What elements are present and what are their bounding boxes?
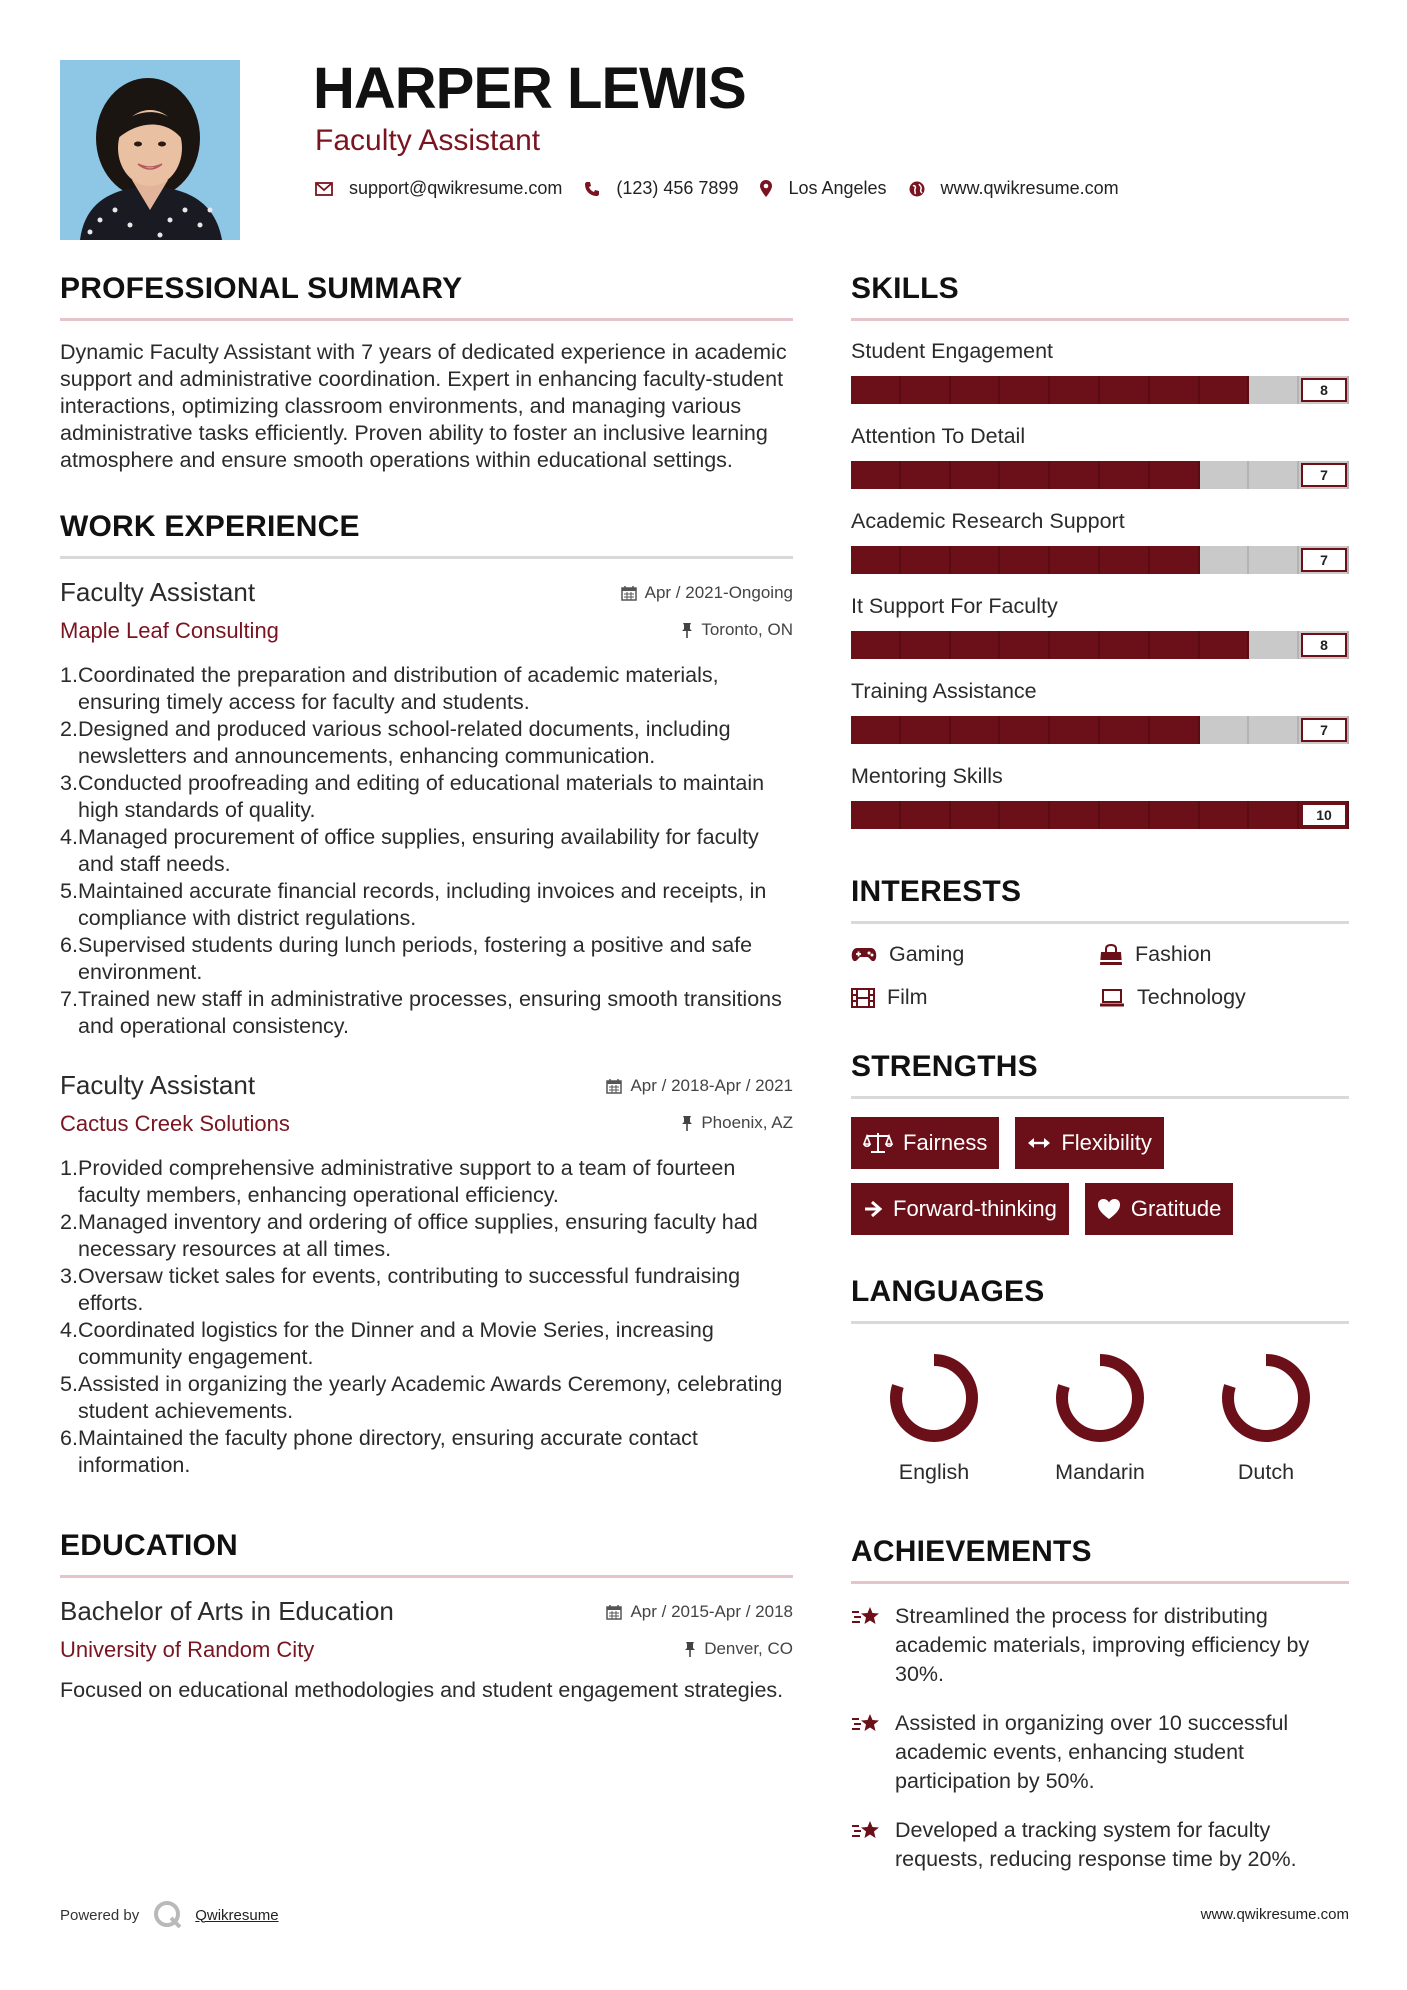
list-item: 1. Provided comprehensive administrative support to a team of fourteen faculty members, enhancing operational efficiency.	[60, 1156, 736, 1207]
skill-value: 7	[1301, 463, 1347, 487]
skill-bar-segment	[1100, 631, 1150, 659]
skill-bar-segment	[901, 461, 951, 489]
education-location-text: Denver, CO	[704, 1639, 793, 1658]
left-column	[60, 272, 793, 1704]
language-name: Dutch	[1237, 1460, 1295, 1484]
phone-icon	[584, 181, 600, 197]
skill-bar-segment	[1249, 801, 1299, 829]
skill-bar	[851, 461, 1349, 489]
interest-label: Film	[887, 985, 928, 1009]
skill-bar-segment	[1000, 546, 1050, 574]
skill-bar-segment	[1150, 801, 1200, 829]
achievements-list	[851, 1602, 1349, 1874]
envelope-icon	[315, 182, 333, 196]
shopping-bag-icon	[1099, 944, 1123, 966]
strength-label: Flexibility	[1061, 1130, 1152, 1155]
shooting-star-icon	[851, 1709, 895, 1796]
skill-bar-segment	[1000, 716, 1050, 744]
arrow-right-icon	[863, 1199, 883, 1219]
strength-chip	[851, 1183, 1069, 1235]
experience-heading: WORK EXPERIENCE	[60, 510, 793, 559]
achievement-item	[851, 1709, 1349, 1796]
skill-bar-segment	[1200, 376, 1250, 404]
job-company: Cactus Creek Solutions	[60, 1111, 290, 1136]
pushpin-icon	[684, 1641, 696, 1657]
strength-label: Gratitude	[1130, 1196, 1222, 1221]
skill-name: Mentoring Skills	[851, 764, 1003, 788]
footer-website[interactable]: www.qwikresume.com	[1200, 1906, 1349, 1923]
contact-location	[760, 178, 886, 199]
contact-email-text: support@qwikresume.com	[349, 178, 563, 198]
balance-scale-icon	[863, 1131, 893, 1155]
skill-bar-segment	[851, 461, 901, 489]
skill-bar	[851, 546, 1349, 574]
job-entry	[60, 1070, 793, 1479]
calendar-icon	[621, 585, 637, 601]
summary-heading: PROFESSIONAL SUMMARY	[60, 272, 793, 321]
skill-bar-segment	[1050, 631, 1100, 659]
contact-location-text: Los Angeles	[788, 178, 887, 198]
education-date-text: Apr / 2015-Apr / 2018	[630, 1602, 793, 1621]
skill-bar-segment	[1249, 461, 1299, 489]
skill-bar-segment	[1000, 801, 1050, 829]
list-item: 3. Oversaw ticket sales for events, contributing to successful fundraising efforts.	[60, 1264, 741, 1315]
skill-name: Training Assistance	[851, 679, 1037, 703]
job-duties	[60, 1155, 793, 1479]
skill-bar-segment	[901, 801, 951, 829]
list-item: 4. Managed procurement of office supplies, ensuring availability for faculty and staff needs.	[60, 825, 759, 876]
skill-bar	[851, 631, 1349, 659]
skill-item	[851, 339, 1349, 404]
qwikresume-link[interactable]: Qwikresume	[195, 1906, 279, 1924]
skill-bar-segment	[1050, 376, 1100, 404]
footer-powered-by	[60, 1900, 279, 1930]
interest-item	[851, 942, 1099, 967]
skill-bar-segment	[1000, 631, 1050, 659]
job-entry	[60, 577, 793, 1040]
language-level-arc	[1228, 1360, 1304, 1436]
right-column	[851, 272, 1349, 1894]
skill-value: 7	[1301, 718, 1347, 742]
skill-bar-segment	[851, 546, 901, 574]
job-location	[681, 1113, 793, 1133]
list-item: 2. Managed inventory and ordering of office supplies, ensuring faculty had necessary resources at all times.	[60, 1210, 758, 1261]
heart-icon	[1097, 1198, 1121, 1220]
skill-bar-segment	[1200, 801, 1250, 829]
list-item: 4. Coordinated logistics for the Dinner and a Movie Series, increasing community engagement.	[60, 1318, 714, 1369]
laptop-icon	[1099, 989, 1125, 1007]
gamepad-icon	[851, 947, 877, 963]
skill-bar-segment	[1050, 461, 1100, 489]
language-ring	[1052, 1350, 1148, 1446]
skill-bar-segment	[1249, 546, 1299, 574]
skill-bar-segment	[901, 546, 951, 574]
skill-bar-segment	[1000, 376, 1050, 404]
skills-list	[851, 339, 1349, 829]
pushpin-icon	[681, 1115, 693, 1131]
list-item: 3. Conducted proofreading and editing of educational materials to maintain high standards of quality.	[60, 771, 765, 822]
achievement-text: Developed a tracking system for faculty requests, reducing response time by 20%.	[895, 1818, 1297, 1871]
skill-value: 8	[1301, 633, 1347, 657]
skill-bar-segment	[951, 461, 1001, 489]
pushpin-icon	[681, 622, 693, 638]
list-item: 5. Assisted in organizing the yearly Academic Awards Ceremony, celebrating student achievements.	[60, 1372, 783, 1423]
skill-item	[851, 679, 1349, 744]
map-pin-icon	[760, 180, 772, 197]
skill-value: 10	[1301, 803, 1347, 827]
job-date-text: Apr / 2021-Ongoing	[644, 583, 793, 602]
skill-bar-segment	[1150, 376, 1200, 404]
skill-bar-segment	[1100, 461, 1150, 489]
education-heading: EDUCATION	[60, 1529, 793, 1578]
skill-item	[851, 509, 1349, 574]
skill-bar-segment	[1150, 631, 1200, 659]
education-date	[606, 1602, 793, 1622]
strength-chip	[1015, 1117, 1163, 1169]
contact-website[interactable]	[909, 178, 1119, 199]
job-date-text: Apr / 2018-Apr / 2021	[630, 1076, 793, 1095]
languages-heading: LANGUAGES	[851, 1275, 1349, 1324]
languages-list	[851, 1342, 1349, 1485]
skill-bar-segment	[851, 631, 901, 659]
skill-bar-segment	[901, 716, 951, 744]
achievement-item	[851, 1602, 1349, 1689]
language-name: English	[898, 1460, 970, 1484]
language-level-arc	[896, 1360, 972, 1436]
calendar-icon	[606, 1078, 622, 1094]
language-ring	[1218, 1350, 1314, 1446]
skill-bar-segment	[1200, 461, 1250, 489]
education-description: Focused on educational methodologies and student engagement strategies.	[60, 1678, 784, 1702]
strength-label: Fairness	[903, 1130, 988, 1155]
skill-bar-segment	[1150, 546, 1200, 574]
skill-bar	[851, 376, 1349, 404]
job-title: Faculty Assistant	[60, 1070, 256, 1100]
achievement-text: Streamlined the process for distributing academic materials, improving efficiency by 30%.	[895, 1604, 1310, 1686]
powered-by-label: Powered by	[60, 1906, 140, 1924]
skill-bar-segment	[1050, 546, 1100, 574]
skill-bar	[851, 801, 1349, 829]
job-title: Faculty Assistant	[60, 577, 256, 607]
language-item	[1017, 1342, 1183, 1485]
skill-value: 8	[1301, 378, 1347, 402]
skill-bar-segment	[901, 631, 951, 659]
calendar-icon	[606, 1604, 622, 1620]
list-item: 1. Coordinated the preparation and distribution of academic materials, ensuring timely access for faculty and students.	[60, 663, 719, 714]
skill-bar-segment	[951, 376, 1001, 404]
strength-chip	[851, 1117, 999, 1169]
interest-item	[1099, 985, 1347, 1010]
skill-bar-segment	[851, 716, 901, 744]
job-location-text: Toronto, ON	[701, 620, 793, 639]
interests-heading: INTERESTS	[851, 875, 1349, 924]
skill-bar-segment	[1249, 631, 1299, 659]
summary-text: Dynamic Faculty Assistant with 7 years of dedicated experience in academic support and administrative coordination. Expert in enhancing faculty-student interactions, optimizing classroom environments, and managing various administrative tasks efficiently. Proven ability to foster an inclusive learning atmosphere and ensure smooth operations within educational settings.	[60, 340, 787, 472]
strength-chip	[1085, 1183, 1234, 1235]
skill-bar-segment	[1100, 376, 1150, 404]
qwikresume-logo-icon	[153, 1900, 183, 1930]
film-icon	[851, 988, 875, 1008]
skill-bar-segment	[1150, 716, 1200, 744]
interest-item	[1099, 942, 1347, 967]
skill-name: Attention To Detail	[851, 424, 1026, 448]
language-level-arc	[1062, 1360, 1138, 1436]
contact-phone-text: (123) 456 7899	[616, 178, 739, 198]
skill-bar-segment	[1100, 546, 1150, 574]
skill-bar-segment	[951, 631, 1001, 659]
contact-email[interactable]	[315, 178, 562, 199]
strength-label: Forward-thinking	[893, 1196, 1057, 1221]
strengths-heading: STRENGTHS	[851, 1050, 1349, 1099]
skill-bar-segment	[1200, 546, 1250, 574]
interest-label: Fashion	[1135, 942, 1212, 966]
shooting-star-icon	[851, 1602, 895, 1689]
skill-bar-segment	[951, 716, 1001, 744]
skill-bar-segment	[901, 376, 951, 404]
job-company: Maple Leaf Consulting	[60, 618, 279, 643]
achievement-text: Assisted in organizing over 10 successful academic events, enhancing student participation by 50%.	[895, 1711, 1289, 1793]
list-item: 2. Designed and produced various school-related documents, including newsletters and announcements, enhancing communication.	[60, 717, 731, 768]
skill-name: Student Engagement	[851, 339, 1054, 363]
skill-bar-segment	[851, 376, 901, 404]
job-location-text: Phoenix, AZ	[701, 1113, 793, 1132]
contact-bar	[315, 178, 1141, 199]
language-ring	[886, 1350, 982, 1446]
skill-item	[851, 594, 1349, 659]
interests-list	[851, 942, 1349, 1010]
skill-bar-segment	[1050, 801, 1100, 829]
skill-bar-segment	[851, 801, 901, 829]
school-name: University of Random City	[60, 1637, 315, 1662]
skill-name: It Support For Faculty	[851, 594, 1058, 618]
profile-photo	[60, 60, 240, 240]
skill-item	[851, 424, 1349, 489]
language-item	[851, 1342, 1017, 1485]
skill-bar-segment	[1249, 376, 1299, 404]
achievement-item	[851, 1816, 1349, 1874]
contact-phone[interactable]	[584, 178, 738, 199]
arrows-horizontal-icon	[1027, 1136, 1051, 1150]
skill-bar-segment	[1100, 716, 1150, 744]
skill-bar-segment	[1000, 461, 1050, 489]
list-item: 5. Maintained accurate financial records, including invoices and receipts, in compliance with district regulations.	[60, 879, 767, 930]
skill-bar-segment	[951, 546, 1001, 574]
degree-title: Bachelor of Arts in Education	[60, 1596, 394, 1626]
skill-item	[851, 764, 1349, 829]
skill-bar-segment	[1100, 801, 1150, 829]
job-duties	[60, 662, 793, 1040]
skill-value: 7	[1301, 548, 1347, 572]
shooting-star-icon	[851, 1816, 895, 1874]
skills-heading: SKILLS	[851, 272, 1349, 321]
skill-bar-segment	[1200, 716, 1250, 744]
interest-item	[851, 985, 1099, 1010]
list-item: 6. Maintained the faculty phone directory, ensuring accurate contact information.	[60, 1426, 698, 1477]
contact-website-text: www.qwikresume.com	[940, 178, 1119, 198]
candidate-name: HARPER LEWIS	[313, 56, 746, 121]
list-item: 7. Trained new staff in administrative processes, ensuring smooth transitions and operational consistency.	[60, 987, 782, 1038]
skill-bar-segment	[951, 801, 1001, 829]
interest-label: Gaming	[889, 942, 965, 966]
job-date	[606, 1076, 793, 1096]
job-date	[621, 583, 793, 603]
skill-bar	[851, 716, 1349, 744]
education-location	[684, 1639, 793, 1659]
job-location	[681, 620, 793, 640]
language-name: Mandarin	[1055, 1460, 1145, 1484]
language-item	[1183, 1342, 1349, 1485]
skill-name: Academic Research Support	[851, 509, 1125, 533]
achievements-heading: ACHIEVEMENTS	[851, 1535, 1349, 1584]
list-item: 6. Supervised students during lunch periods, fostering a positive and safe environment.	[60, 933, 753, 984]
skill-bar-segment	[1050, 716, 1100, 744]
candidate-title: Faculty Assistant	[315, 124, 541, 157]
globe-icon	[909, 181, 925, 197]
interest-label: Technology	[1137, 985, 1246, 1009]
skill-bar-segment	[1150, 461, 1200, 489]
strengths-list	[851, 1117, 1349, 1235]
skill-bar-segment	[1249, 716, 1299, 744]
skill-bar-segment	[1200, 631, 1250, 659]
